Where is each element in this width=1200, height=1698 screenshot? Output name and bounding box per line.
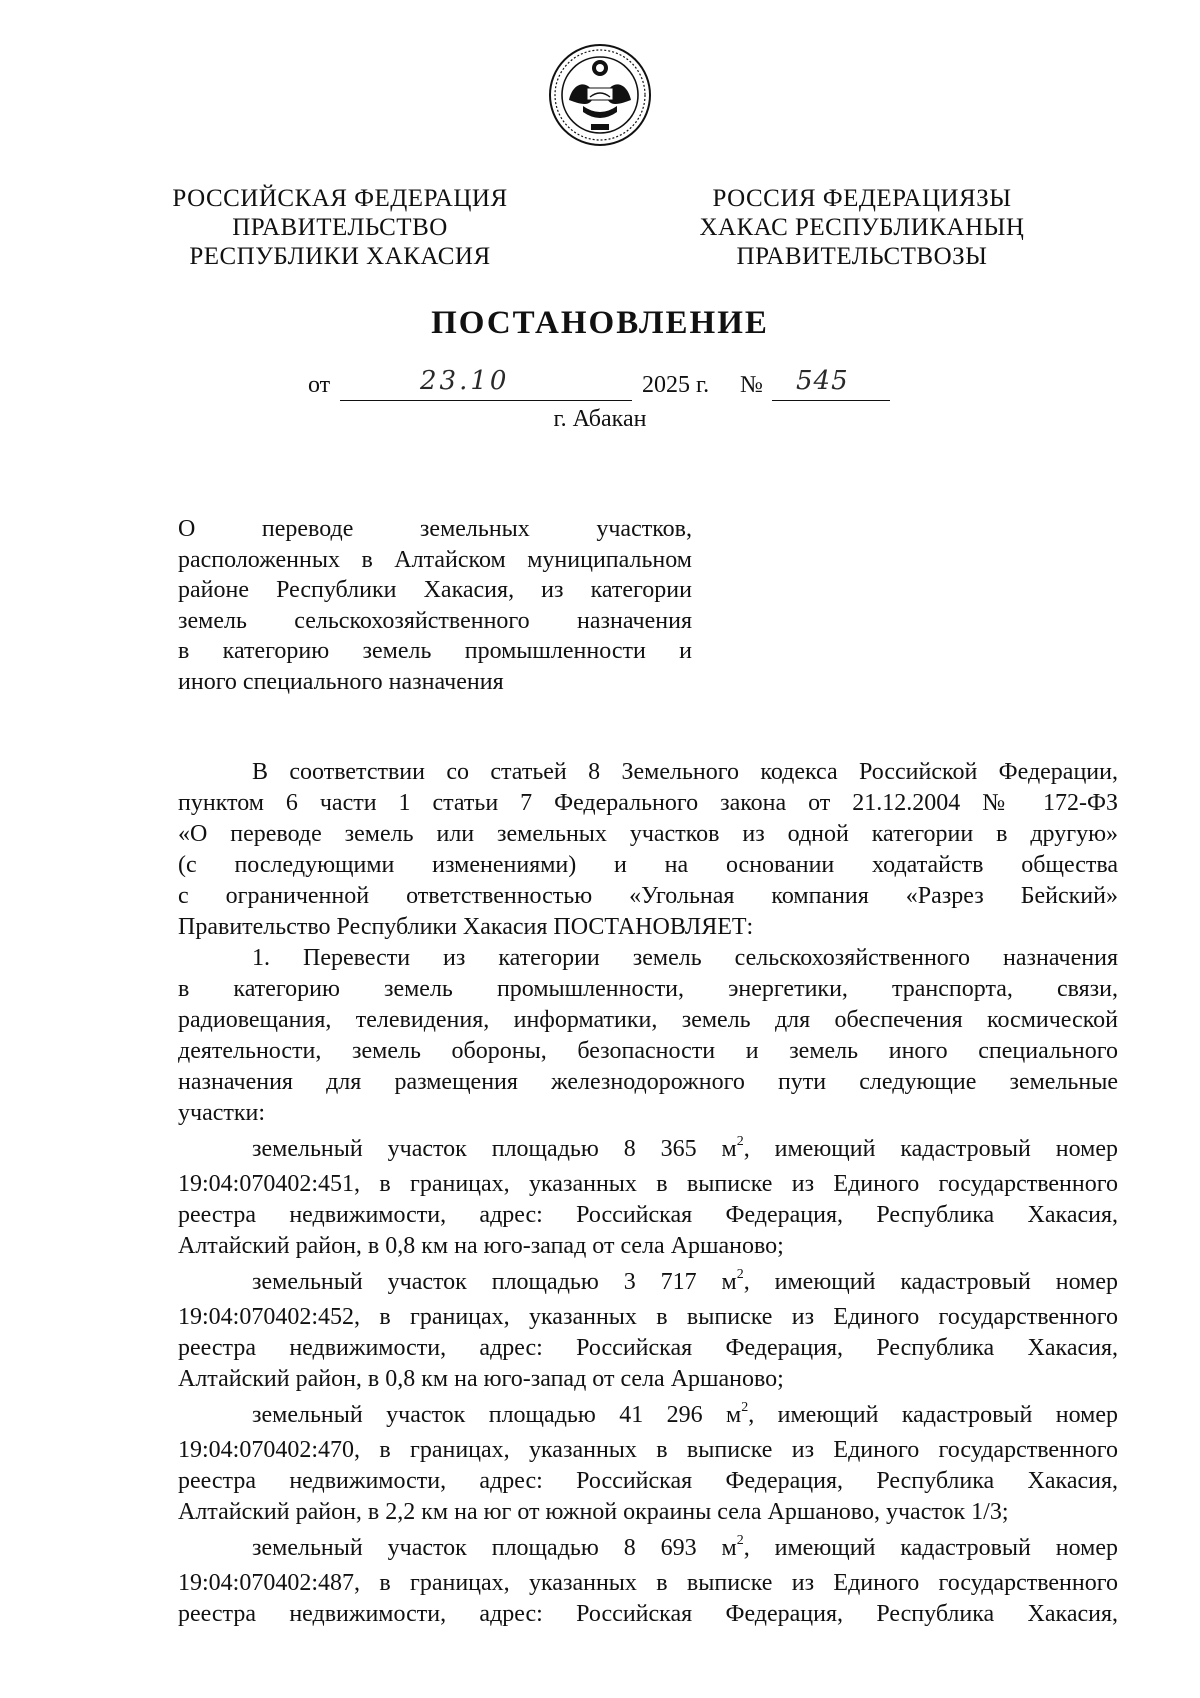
- date-underline: [340, 400, 632, 401]
- subject-line: О переводе земельных участков,: [178, 516, 692, 542]
- plot-line: 19:04:070402:451, в границах, указанных в выписке из Единого государственного: [178, 1171, 1118, 1197]
- coat-of-arms-emblem: [547, 42, 653, 148]
- header-left-line: ПРАВИТЕЛЬСТВО: [232, 214, 448, 241]
- item1-line: деятельности, земель обороны, безопасности и земель иного специального: [178, 1038, 1118, 1064]
- plot-area: 3 717: [623, 1269, 697, 1295]
- plot-unit-power: 2: [736, 1134, 744, 1149]
- plot-heading-line: [178, 1262, 1118, 1302]
- preamble-line: с ограниченной ответственностью «Угольная компания «Разрез Бейский»: [178, 883, 1118, 909]
- subject-line: земель сельскохозяйственного назначения: [178, 607, 692, 634]
- plot-line: Алтайский район, в 2,2 км на юг от южной окраины села Аршаново, участок 1/3;: [178, 1499, 1009, 1525]
- year-label: 2025 г.: [642, 372, 710, 398]
- plot-prefix: земельный участок площадью: [252, 1402, 596, 1428]
- plot-prefix: земельный участок площадью: [252, 1269, 599, 1295]
- plot-suffix: , имеющий кадастровый номер: [743, 1535, 1119, 1561]
- handwritten-number: 545: [796, 366, 849, 396]
- preamble-line: Правительство Республики Хакасия ПОСТАНОВЛЯЕТ:: [178, 914, 754, 940]
- plot-heading-line: [178, 1528, 1118, 1568]
- header-khakas: [682, 184, 1042, 271]
- plot-unit: м: [726, 1402, 742, 1428]
- item1-line: назначения для размещения железнодорожного пути следующие земельные: [178, 1069, 1118, 1095]
- document-type-title: ПОСТАНОВЛЕНИЕ: [431, 305, 769, 341]
- city-label: г. Абакан: [553, 406, 647, 432]
- plot-line: Алтайский район, в 0,8 км на юго-запад от села Аршаново;: [178, 1366, 784, 1392]
- plot-line: Алтайский район, в 0,8 км на юго-запад от села Аршаново;: [178, 1233, 784, 1259]
- subject-line: иного специального назначения: [178, 668, 504, 695]
- subject-line: районе Республики Хакасия, из категории: [178, 577, 692, 603]
- plot-line: 19:04:070402:470, в границах, указанных в выписке из Единого государственного: [178, 1437, 1118, 1463]
- plot-line: реестра недвижимости, адрес: Российская Федерация, Республика Хакасия,: [178, 1202, 1118, 1228]
- plot-unit: м: [721, 1269, 737, 1295]
- item1-line: участки:: [178, 1100, 266, 1126]
- plot-line: реестра недвижимости, адрес: Российская Федерация, Республика Хакасия,: [178, 1601, 1118, 1627]
- header-right-line: ПРАВИТЕЛЬСТВОЗЫ: [736, 243, 988, 270]
- preamble-line: пунктом 6 части 1 статьи 7 Федерального закона от 21.12.2004 № 172-ФЗ: [178, 790, 1118, 816]
- handwritten-date: 23.10: [420, 366, 510, 396]
- number-sign: №: [740, 372, 763, 398]
- item1-line: 1. Перевести из категории земель сельскохозяйственного назначения: [252, 945, 1118, 971]
- plot-heading-line: [178, 1129, 1118, 1169]
- plot-unit: м: [721, 1136, 737, 1162]
- date-from-label: от: [308, 372, 331, 398]
- plot-unit: м: [721, 1535, 737, 1561]
- plot-suffix: , имеющий кадастровый номер: [748, 1402, 1119, 1428]
- preamble-line: В соответствии со статьей 8 Земельного кодекса Российской Федерации,: [252, 759, 1118, 785]
- plot-heading-line: [178, 1395, 1118, 1435]
- subject-line: расположенных в Алтайском муниципальном: [178, 546, 692, 573]
- plot-suffix: , имеющий кадастровый номер: [743, 1136, 1119, 1162]
- header-left-line: РЕСПУБЛИКИ ХАКАСИЯ: [189, 243, 491, 270]
- plot-area: 8 693: [623, 1535, 697, 1561]
- plot-unit-power: 2: [736, 1533, 744, 1548]
- body-text: [178, 757, 1118, 1630]
- plot-prefix: земельный участок площадью: [252, 1136, 599, 1162]
- subject-block: [178, 514, 692, 697]
- plot-line: 19:04:070402:487, в границах, указанных в выписке из Единого государственного: [178, 1570, 1118, 1596]
- plot-unit-power: 2: [741, 1400, 749, 1415]
- header-russian: [150, 184, 530, 271]
- item1-line: радиовещания, телевидения, информатики, земель для обеспечения космической: [178, 1007, 1118, 1033]
- preamble-line: «О переводе земель или земельных участков из одной категории в другую»: [178, 821, 1118, 847]
- header-right-line: РОССИЯ ФЕДЕРАЦИЯЗЫ: [712, 185, 1012, 212]
- header-left-line: РОССИЙСКАЯ ФЕДЕРАЦИЯ: [172, 185, 508, 212]
- number-underline: [772, 400, 890, 401]
- subject-line: в категорию земель промышленности и: [178, 638, 692, 664]
- plot-line: реестра недвижимости, адрес: Российская Федерация, Республика Хакасия,: [178, 1468, 1118, 1494]
- plot-line: реестра недвижимости, адрес: Российская Федерация, Республика Хакасия,: [178, 1335, 1118, 1361]
- date-number-line: [0, 366, 1200, 406]
- plot-area: 41 296: [619, 1402, 703, 1428]
- plot-unit-power: 2: [736, 1267, 744, 1282]
- header-right-line: ХАКАС РЕСПУБЛИКАНЫҢ: [699, 214, 1025, 241]
- plot-prefix: земельный участок площадью: [252, 1535, 599, 1561]
- preamble-line: (с последующими изменениями) и на основании ходатайств общества: [178, 852, 1118, 878]
- plot-suffix: , имеющий кадастровый номер: [743, 1269, 1119, 1295]
- plot-area: 8 365: [623, 1136, 697, 1162]
- item1-line: в категорию земель промышленности, энергетики, транспорта, связи,: [178, 976, 1118, 1002]
- plot-line: 19:04:070402:452, в границах, указанных в выписке из Единого государственного: [178, 1304, 1118, 1330]
